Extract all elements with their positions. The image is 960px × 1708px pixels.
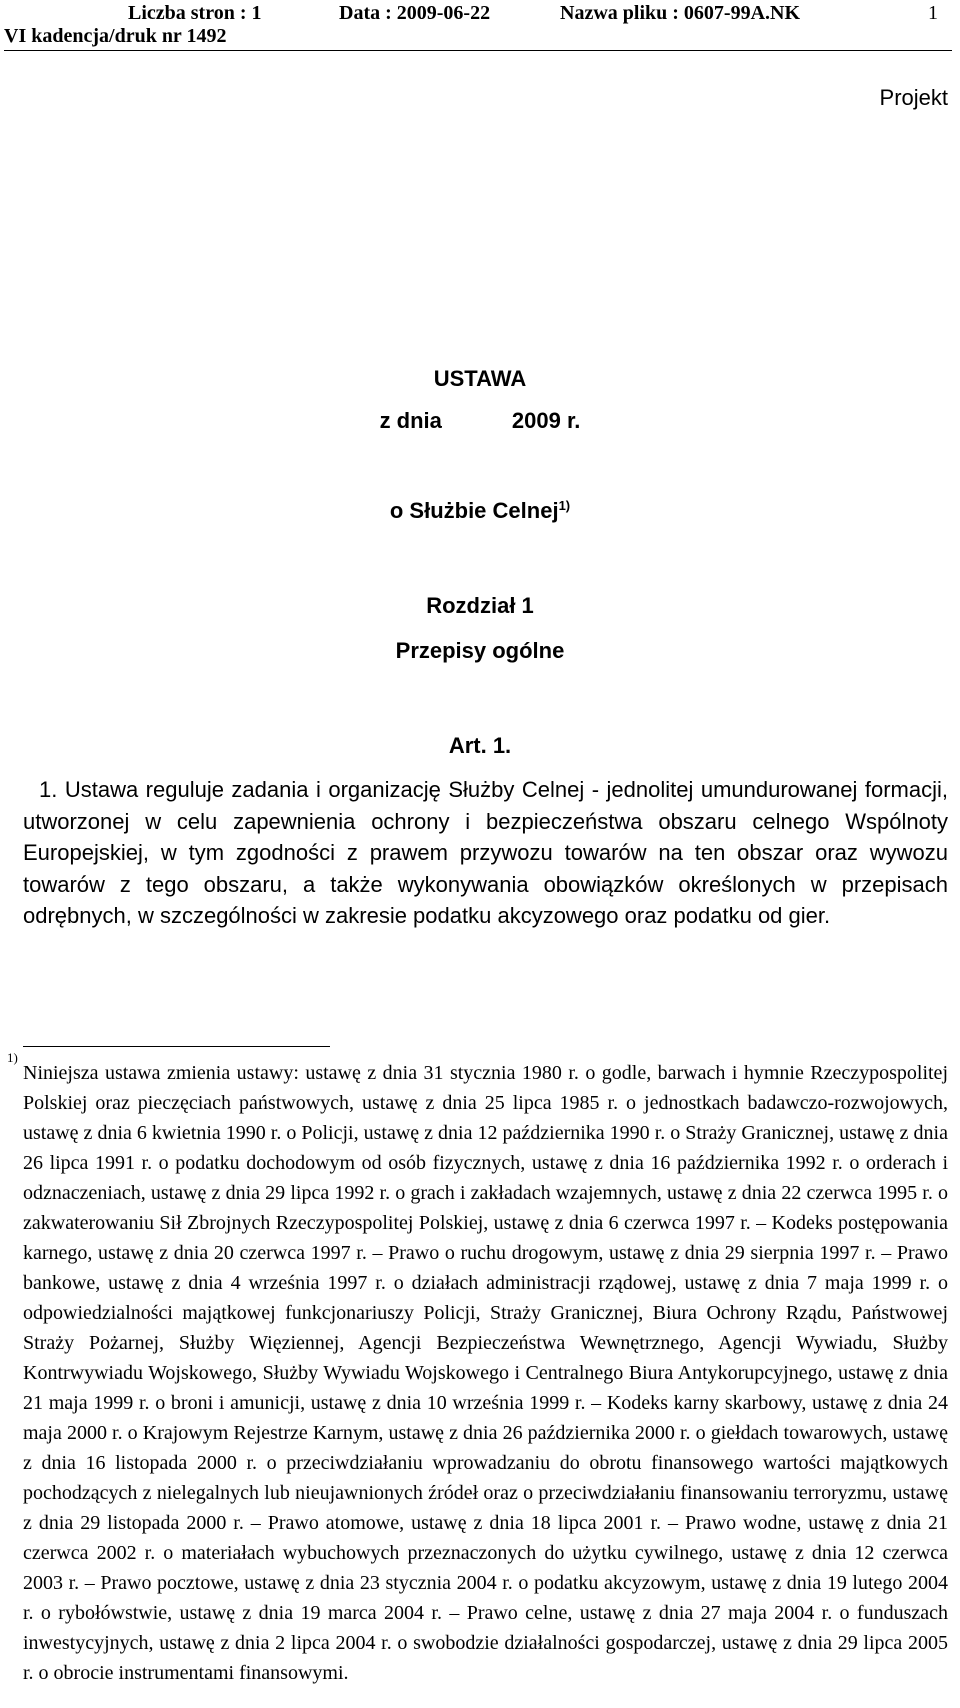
act-date-prefix: z dnia <box>379 408 442 433</box>
footnote-mark: 1) <box>7 1050 18 1065</box>
footnote <box>7 1050 948 1688</box>
act-title-footnote-mark: 1) <box>558 498 571 513</box>
act-title-text: o Służbie Celnej <box>389 498 559 523</box>
act-date <box>0 408 960 434</box>
footnote-text: Niniejsza ustawa zmienia ustawy: ustawę z dnia 31 stycznia 1980 r. o godle, barwach i hymnie Rzeczypospolitej Polskiej oraz pieczęciach państwowych, ustawę z dnia 25 lipca 1985 r. o jednostkach badawczo-rozwojowych, ustawę z dnia 6 kwietnia 1990 r. o Policji, ustawę z dnia 12 października 1990 r. o Straży Granicznej, ustawę z dnia 26 lipca 1991 r. o podatku dochodowym od osób fizycznych, ustawę z dnia 16 października 1992 r. o orderach i odznaczeniach, ustawę z dnia 29 lipca 1992 r. o grach i zakładach wzajemnych, ustawę z dnia 22 czerwca 1995 r. o zakwaterowaniu Sił Zbrojnych Rzeczypospolitej Polskiej, ustawę z dnia 6 czerwca 1997 r. – Kodeks postępowania karnego, ustawę z dnia 20 czerwca 1997 r. – Prawo o ruchu drogowym, ustawę z dnia 29 sierpnia 1997 r. – Prawo bankowe, ustawę z dnia 4 września 1997 r. o działach administracji rządowej, ustawę z dnia 7 maja 1999 r. o odpowiedzialności majątkowej funkcjonariuszy Policji, Straży Granicznej, Biura Ochrony Rządu, Państwowej Straży Pożarnej, Służby Więziennej, Agencji Bezpieczeństwa Wewnętrznego, Agencji Wywiadu, Służby Kontrwywiadu Wojskowego, Służby Wywiadu Wojskowego i Centralnego Biura Antykorupcyjnego, ustawę z dnia 21 maja 1999 r. o broni i amunicji, ustawę z dnia 10 września 1999 r. – Kodeks karny skarbowy, ustawę z dnia 24 maja 2000 r. o Krajowym Rejestrze Karnym, ustawę z dnia 26 października 2000 r. o giełdach towarowych, ustawę z dnia 16 listopada 2000 r. o przeciwdziałaniu wprowadzaniu do obrotu finansowego wartości majątkowych pochodzących z nielegalnych lub nieujawnionych źródeł oraz o przeciwdziałaniu finansowaniu terroryzmu, ustawę z dnia 29 listopada 2000 r. – Prawo atomowe, ustawę z dnia 18 lipca 2001 r. – Prawo wodne, ustawę z dnia 21 czerwca 2002 r. o materiałach wybuchowych przeznaczonych do użytku cywilnego, ustawę z dnia 12 czerwca 2003 r. – Prawo pocztowe, ustawę z dnia 23 stycznia 2004 r. o podatku akcyzowym, ustawę z dnia 19 lutego 2004 r. o rybołówstwie, ustawę z dnia 19 marca 2004 r. – Prawo celne, ustawę z dnia 27 maja 2004 r. o funduszach inwestycyjnych, ustawę z dnia 2 lipca 2004 r. o swobodzie działalności gospodarczej, ustawę z dnia 29 lipca 2005 r. o obrocie instrumentami finansowymi. <box>23 1062 948 1684</box>
header-page-count: Liczba stron : 1 <box>128 2 262 24</box>
header-divider <box>4 50 952 51</box>
act-type: USTAWA <box>433 366 527 391</box>
article-label: Art. 1. <box>448 733 512 758</box>
article-paragraph: 1. Ustawa reguluje zadania i organizację Służby Celnej - jednolitej umundurowanej formacji, utworzonej w celu zapewnienia ochrony i bezpieczeństwa obszaru celnego Wspólnoty Europejskiej, w tym zgodności z prawem przywozu towarów na ten obszar oraz wywozu towarów z tego obszaru, a także wykonywania obowiązków określonych w przepisach odrębnych, w szczególności w zakresie podatku akcyzowego oraz podatku od gier. <box>23 777 948 928</box>
header-page-number: 1 <box>928 2 938 24</box>
chapter-label: Rozdział 1 <box>426 593 534 618</box>
header-filename: Nazwa pliku : 0607-99A.NK <box>560 2 801 24</box>
act-date-suffix: 2009 r. <box>511 408 581 433</box>
header-cadence: VI kadencja/druk nr 1492 <box>4 25 227 47</box>
chapter-name: Przepisy ogólne <box>395 638 565 663</box>
header-date: Data : 2009-06-22 <box>339 2 491 24</box>
footnote-separator <box>23 1046 330 1047</box>
projekt-label: Projekt <box>879 85 948 110</box>
act-title <box>0 498 960 524</box>
